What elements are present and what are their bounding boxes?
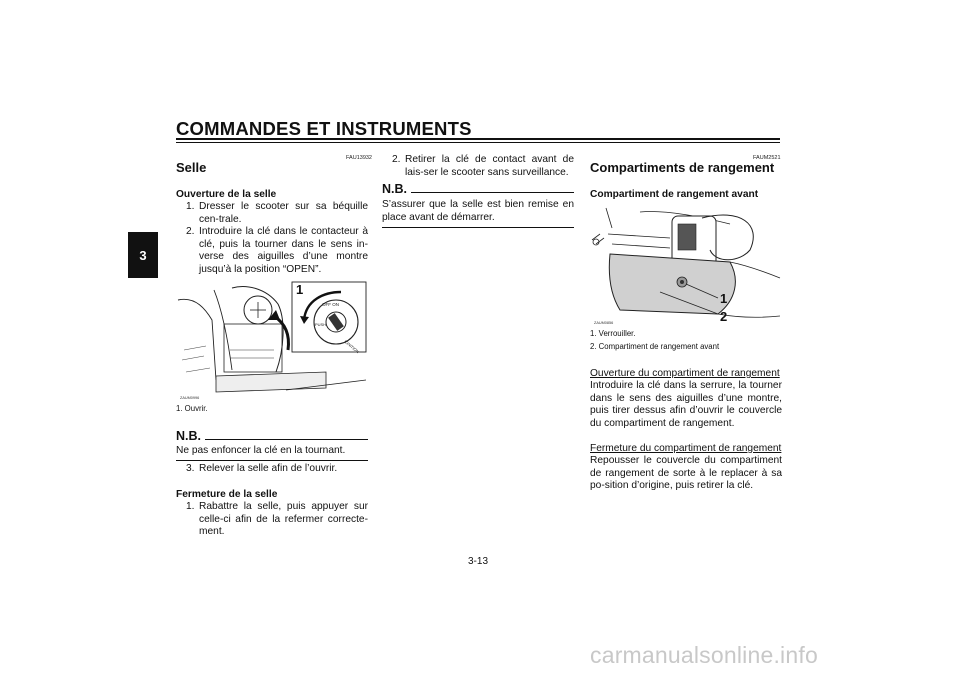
open-step-1: [186, 201, 368, 226]
nb-text-left: Ne pas enfoncer la clé en la tournant.: [176, 445, 346, 456]
step-number: 1.: [186, 201, 195, 212]
page-header-title: COMMANDES ET INSTRUMENTS: [176, 118, 472, 139]
heading-close-seat: Fermeture de la selle: [176, 489, 278, 500]
section-title-selle: Selle: [176, 160, 207, 175]
step-text: Dresser le scooter sur sa béquille cen-trale.: [199, 201, 368, 225]
chapter-tab: 3: [128, 232, 158, 278]
step-text: Relever la selle afin de l’ouvrir.: [199, 463, 338, 474]
nb-label: N.B.: [176, 429, 201, 443]
open-step-2: [186, 226, 368, 276]
caption-lock: 1. Verrouiller.: [590, 329, 636, 338]
open-compartment-text: Introduire la clé dans la serrure, la tourner dans le sens des aiguilles d’une montre, puis tirer dessus afin d’ouvrir le couvercle du compartiment de rangement.: [590, 380, 782, 429]
step-text: Introduire la clé dans le contacteur à clé, puis la tourner dans le sens in-verse des aiguilles d’une montre jusqu’à la position “OPEN”.: [199, 226, 368, 275]
watermark: carmanualsonline.info: [590, 642, 818, 668]
step-number: 2.: [392, 154, 401, 165]
close-compartment-text: Repousser le couvercle du compartiment de rangement de sorte à le replacer à sa po-sition d’origine, puis retirer la clé.: [590, 455, 782, 491]
open-step-3: [186, 463, 368, 476]
open-step-2-continued: [392, 154, 574, 179]
nb-text-middle: S’assurer que la selle est bien remise en place avant de démarrer.: [382, 199, 574, 223]
step-number: 1.: [186, 501, 195, 512]
svg-text:PUSH: PUSH: [315, 322, 327, 327]
section-code: FAU13932: [346, 155, 372, 161]
step-number: 3.: [186, 463, 195, 474]
figure-code: ZAUM0996: [180, 396, 200, 400]
figure-label-lock: 1: [720, 291, 728, 306]
note-box-middle: [382, 183, 574, 195]
note-box-left: [176, 430, 368, 442]
svg-text:OFF ON: OFF ON: [322, 302, 339, 307]
page-number: 3-13: [468, 556, 489, 567]
step-text: Retirer la clé de contact avant de lais-ser le scooter sans surveillance.: [405, 154, 574, 178]
nb-rule: [205, 439, 368, 440]
caption-compartment: 2. Compartiment de rangement avant: [590, 342, 720, 351]
nb-end-rule: [176, 460, 368, 461]
figure-caption: 1. Ouvrir.: [176, 404, 208, 413]
step-text: Rabattre la selle, puis appuyer sur celle-ci afin de la refermer correcte-ment.: [199, 501, 368, 537]
figure-label-compartment: 2: [720, 309, 728, 324]
heading-close-compartment: Fermeture du compartiment de rangement: [590, 443, 782, 454]
nb-end-rule: [382, 227, 574, 228]
nb-rule: [411, 192, 574, 193]
header-rule: [176, 138, 780, 140]
heading-open-seat: Ouverture de la selle: [176, 189, 277, 200]
heading-open-compartment: Ouverture du compartiment de rangement: [590, 368, 780, 379]
header-rule-thin: [176, 142, 780, 143]
heading-front-compartment: Compartiment de rangement avant: [590, 189, 759, 200]
section-title-compartments: Compartiments de rangement: [590, 160, 775, 175]
figure-label-1: 1: [296, 282, 304, 297]
close-step-1: [186, 501, 368, 539]
step-number: 2.: [186, 226, 195, 237]
figure-code: ZAUM0856: [594, 321, 614, 325]
seat-open-figure: [176, 280, 368, 402]
storage-compartment-figure: [590, 204, 782, 328]
section-code: FAUM2521: [753, 155, 781, 161]
svg-text:IGNITION: IGNITION: [343, 338, 361, 355]
nb-label: N.B.: [382, 182, 407, 196]
